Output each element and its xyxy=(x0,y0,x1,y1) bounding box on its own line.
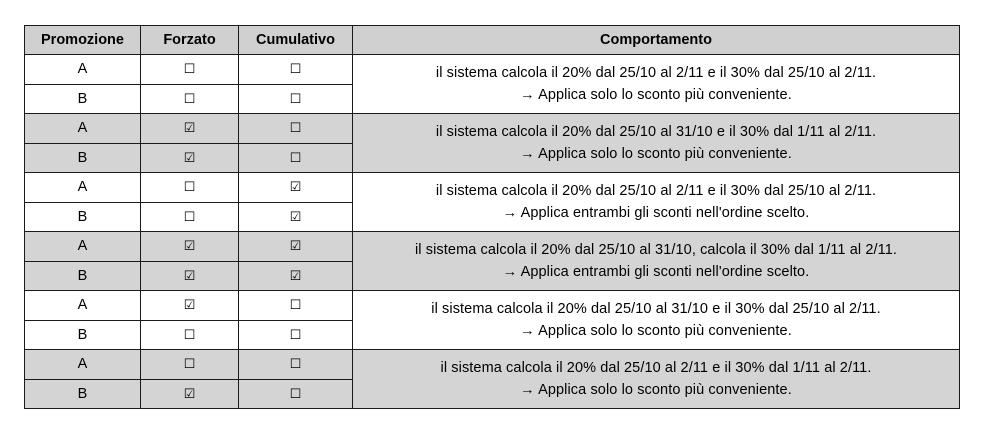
behavior-line-2: → Applica solo lo sconto più conveniente. xyxy=(520,323,792,339)
header-comportamento: Comportamento xyxy=(353,26,960,55)
promo-cell: B xyxy=(25,261,141,291)
forzato-checkbox: ☑ xyxy=(141,261,239,291)
cumulativo-checkbox: ☐ xyxy=(239,350,353,380)
promo-cell: A xyxy=(25,173,141,203)
header-cumulativo: Cumulativo xyxy=(239,26,353,55)
behavior-line-1: il sistema calcola il 20% dal 25/10 al 2/11 e il 30% dal 25/10 al 2/11. xyxy=(435,65,877,81)
behavior-cell xyxy=(353,55,960,114)
cumulativo-checkbox: ☐ xyxy=(239,379,353,409)
behavior-cell xyxy=(353,114,960,173)
forzato-checkbox: ☑ xyxy=(141,291,239,321)
cumulativo-checkbox: ☑ xyxy=(239,232,353,262)
table-row xyxy=(25,114,960,144)
behavior-line-1: il sistema calcola il 20% dal 25/10 al 31/10 e il 30% dal 1/11 al 2/11. xyxy=(435,124,877,140)
cumulativo-checkbox: ☑ xyxy=(239,202,353,232)
behavior-line-2: → Applica entrambi gli sconti nell'ordine scelto. xyxy=(502,264,810,280)
promo-cell: A xyxy=(25,114,141,144)
behavior-line-2: → Applica entrambi gli sconti nell'ordine scelto. xyxy=(502,205,810,221)
promo-cell: B xyxy=(25,84,141,114)
behavior-cell xyxy=(353,173,960,232)
promo-cell: B xyxy=(25,202,141,232)
header-row xyxy=(25,26,960,55)
promo-cell: B xyxy=(25,143,141,173)
promo-cell: A xyxy=(25,232,141,262)
table-row xyxy=(25,173,960,203)
forzato-checkbox: ☑ xyxy=(141,379,239,409)
promo-cell: B xyxy=(25,320,141,350)
header-promozione: Promozione xyxy=(25,26,141,55)
forzato-checkbox: ☐ xyxy=(141,320,239,350)
table-row xyxy=(25,55,960,85)
forzato-checkbox: ☐ xyxy=(141,84,239,114)
promo-cell: A xyxy=(25,55,141,85)
promo-cell: B xyxy=(25,379,141,409)
cumulativo-checkbox: ☐ xyxy=(239,320,353,350)
forzato-checkbox: ☐ xyxy=(141,350,239,380)
behavior-line-2: → Applica solo lo sconto più conveniente. xyxy=(520,382,792,398)
forzato-checkbox: ☑ xyxy=(141,232,239,262)
header-forzato: Forzato xyxy=(141,26,239,55)
table-container xyxy=(24,25,960,409)
behavior-cell xyxy=(353,291,960,350)
table-row xyxy=(25,232,960,262)
promotion-behavior-table xyxy=(24,25,960,409)
behavior-line-1: il sistema calcola il 20% dal 25/10 al 31/10, calcola il 30% dal 1/11 al 2/11. xyxy=(414,242,898,258)
cumulativo-checkbox: ☑ xyxy=(239,173,353,203)
behavior-cell xyxy=(353,350,960,409)
forzato-checkbox: ☐ xyxy=(141,173,239,203)
behavior-line-2: → Applica solo lo sconto più conveniente. xyxy=(520,87,792,103)
cumulativo-checkbox: ☐ xyxy=(239,143,353,173)
cumulativo-checkbox: ☐ xyxy=(239,84,353,114)
cumulativo-checkbox: ☐ xyxy=(239,55,353,85)
forzato-checkbox: ☐ xyxy=(141,55,239,85)
behavior-cell xyxy=(353,232,960,291)
cumulativo-checkbox: ☑ xyxy=(239,261,353,291)
forzato-checkbox: ☑ xyxy=(141,114,239,144)
cumulativo-checkbox: ☐ xyxy=(239,114,353,144)
table-row xyxy=(25,291,960,321)
cumulativo-checkbox: ☐ xyxy=(239,291,353,321)
table-row xyxy=(25,350,960,380)
promo-cell: A xyxy=(25,350,141,380)
forzato-checkbox: ☐ xyxy=(141,202,239,232)
forzato-checkbox: ☑ xyxy=(141,143,239,173)
behavior-line-2: → Applica solo lo sconto più conveniente. xyxy=(520,146,792,162)
behavior-line-1: il sistema calcola il 20% dal 25/10 al 2/11 e il 30% dal 25/10 al 2/11. xyxy=(435,183,877,199)
behavior-line-1: il sistema calcola il 20% dal 25/10 al 2/11 e il 30% dal 1/11 al 2/11. xyxy=(440,360,872,376)
behavior-line-1: il sistema calcola il 20% dal 25/10 al 31/10 e il 30% dal 25/10 al 2/11. xyxy=(431,301,881,317)
promo-cell: A xyxy=(25,291,141,321)
